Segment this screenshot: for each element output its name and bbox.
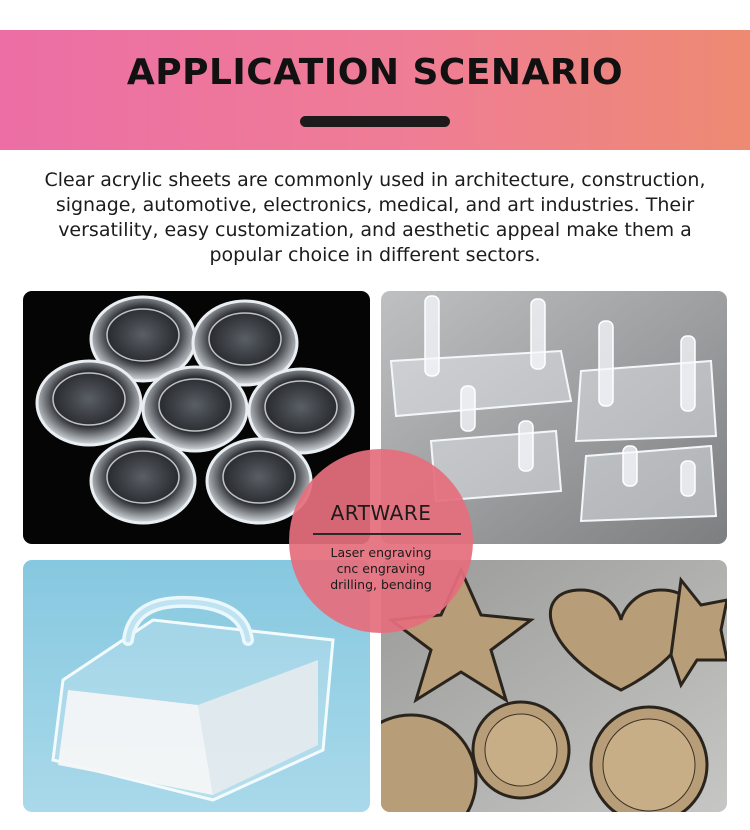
intro-paragraph: Clear acrylic sheets are commonly used in architecture, construction, signage, automotive, electronics, medical, and art industries. Their versatility, easy customization, and aesthetic appeal make them a popular choice in different sectors. [44, 169, 706, 266]
badge-title: ARTWARE [330, 501, 432, 525]
header-banner [0, 30, 750, 150]
badge-line-drilling-bending: drilling, bending [330, 577, 432, 592]
badge-process-list [289, 545, 473, 593]
badge-line-laser-engraving: Laser engraving [330, 545, 432, 560]
badge-divider [313, 533, 461, 535]
title-underline-bar [300, 116, 450, 127]
badge-line-cnc-engraving: cnc engraving [336, 561, 426, 576]
page-title: APPLICATION SCENARIO [126, 52, 624, 93]
artware-badge [289, 449, 473, 633]
